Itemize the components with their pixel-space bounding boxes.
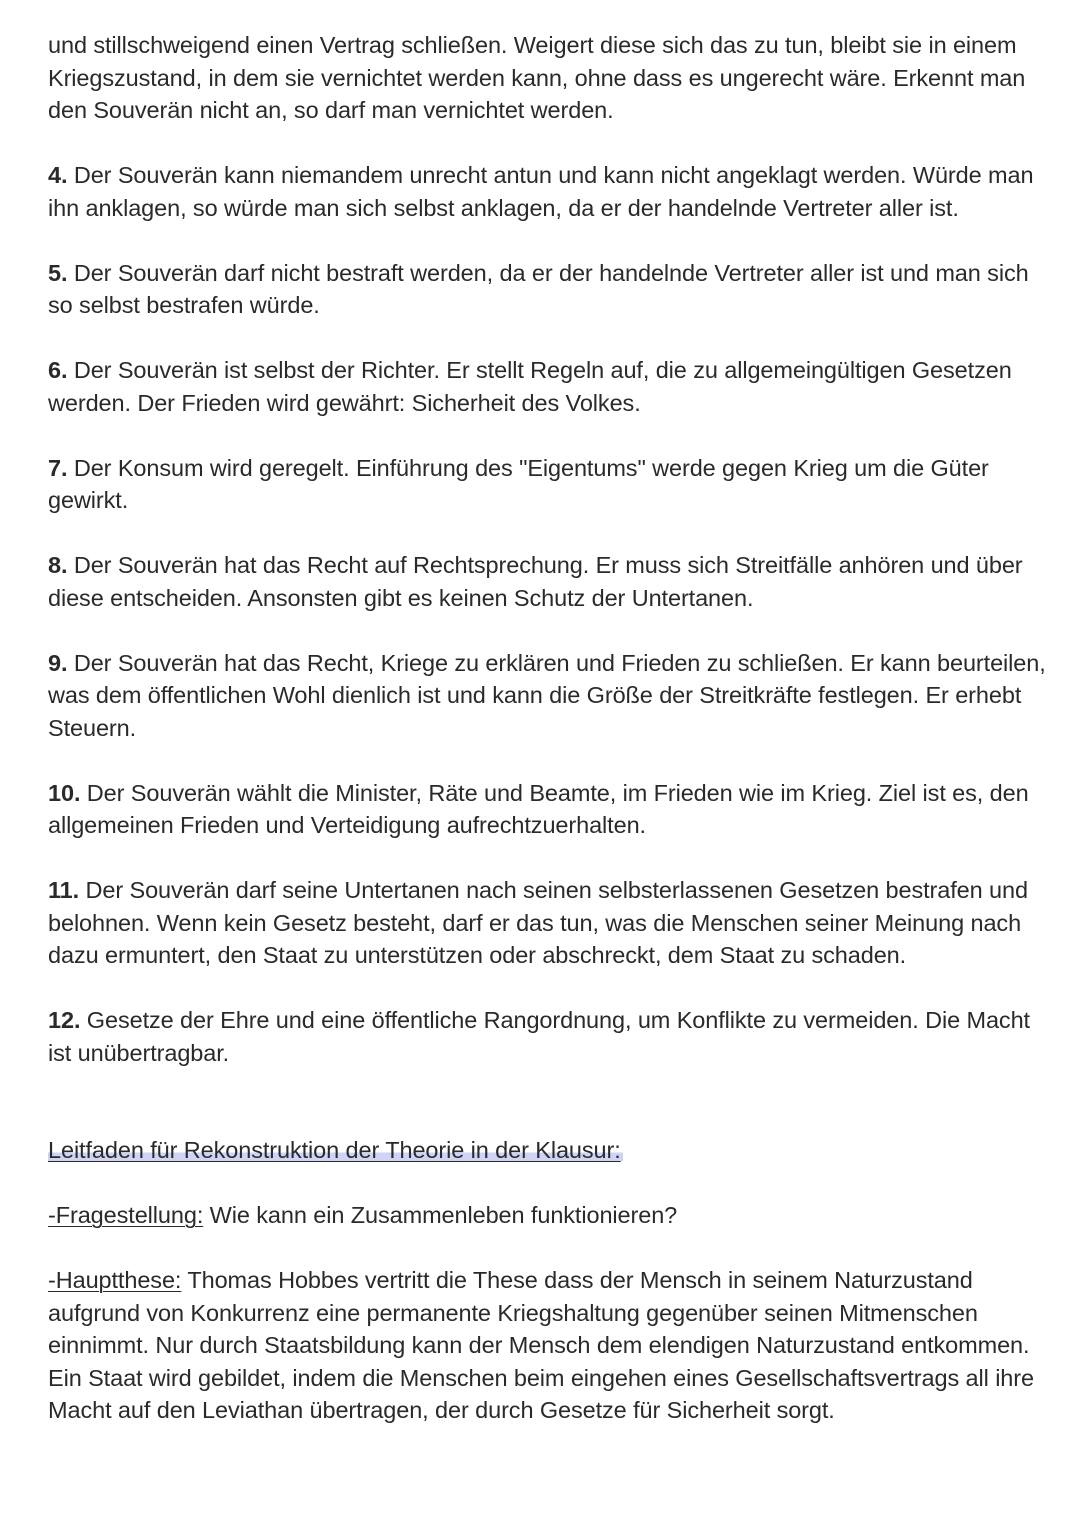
point-5 [48,257,1048,322]
point-4 [48,159,1048,224]
point-number: 6. [48,357,68,383]
point-number: 11. [48,877,80,903]
point-number: 7. [48,454,68,481]
point-number: 8. [48,552,68,578]
point-number: 10. [48,779,81,806]
point-number: 5. [48,259,68,286]
point-number: 9. [48,649,68,676]
point-text: Der Souverän hat das Recht, Kriege zu erklären und Frieden zu schließen. Er kann beurteilen, was dem öffentlichen Wohl dienlich ist und kann die Größe der Streitkräfte festlegen. Er erhebt Steuern. [48,649,1046,741]
point-10 [48,777,1048,842]
point-6 [48,354,1048,419]
thesis-text: Thomas Hobbes vertritt die These dass der Mensch in seinem Naturzustand aufgrund von Konkurrenz eine permanente Kriegshaltung gegenüber seinen Mitmenschen einnimmt. Nur durch Staatsbildung kann der Mensch dem elendigen Naturzustand entkommen. Ein Staat wird gebildet, indem die Menschen beim eingehen eines Gesellschaftsvertrags all ihre Macht auf den Leviathan übertragen, der durch Gesetze für Sicherheit sorgt. [48,1267,1034,1423]
thesis-label: -Hauptthese: [48,1267,182,1293]
point-text: Der Souverän ist selbst der Richter. Er stellt Regeln auf, die zu allgemeingültigen Gesetzen werden. Der Frieden wird gewährt: Sicherheit des Volkes. [48,357,1012,416]
document-page [48,29,1048,1459]
guide-heading [48,1134,1048,1167]
guide-question [48,1199,1048,1232]
point-text: Gesetze der Ehre und eine öffentliche Rangordnung, um Konflikte zu vermeiden. Die Macht ist unübertragbar. [48,1007,1030,1066]
point-text: Der Souverän wählt die Minister, Räte und Beamte, im Frieden wie im Krieg. Ziel ist es, den allgemeinen Frieden und Verteidigung aufrechtzuerhalten. [48,779,1029,838]
point-12 [48,1004,1048,1069]
intro-paragraph: und stillschweigend einen Vertrag schließen. Weigert diese sich das zu tun, bleibt sie in einem Kriegszustand, in dem sie vernichtet werden kann, ohne dass es ungerecht wäre. Erkennt man den Souverän nicht an, so darf man vernichtet werden. [48,32,1026,123]
guide-thesis [48,1264,1048,1427]
point-7 [48,452,1048,517]
point-text: Der Souverän hat das Recht auf Rechtsprechung. Er muss sich Streitfälle anhören und über diese entscheiden. Ansonsten gibt es keinen Schutz der Untertanen. [48,552,1023,611]
point-text: Der Konsum wird geregelt. Einführung des "Eigentums" werde gegen Krieg um die Güter gewirkt. [48,454,989,513]
point-text: Der Souverän kann niemandem unrecht antun und kann nicht angeklagt werden. Würde man ihn anklagen, so würde man sich selbst anklagen, da er der handelnde Vertreter aller ist. [48,162,1034,221]
point-8 [48,549,1048,614]
point-9 [48,647,1048,745]
question-label: -Fragestellung: [48,1202,204,1228]
point-number: 4. [48,162,68,188]
point-text: Der Souverän darf seine Untertanen nach seinen selbsterlassenen Gesetzen bestrafen und belohnen. Wenn kein Gesetz besteht, darf er das tun, was die Menschen seiner Meinung nach dazu ermuntert, den Staat zu unterstützen oder abschreckt, dem Staat zu schaden. [48,877,1028,968]
point-11 [48,874,1048,972]
guide-heading-text: Leitfaden für Rekonstruktion der Theorie in der Klausur: [48,1137,621,1163]
point-number: 12. [48,1007,81,1033]
point-text: Der Souverän darf nicht bestraft werden, da er der handelnde Vertreter aller ist und man sich so selbst bestrafen würde. [48,259,1029,318]
question-text: Wie kann ein Zusammenleben funktionieren? [203,1202,678,1228]
